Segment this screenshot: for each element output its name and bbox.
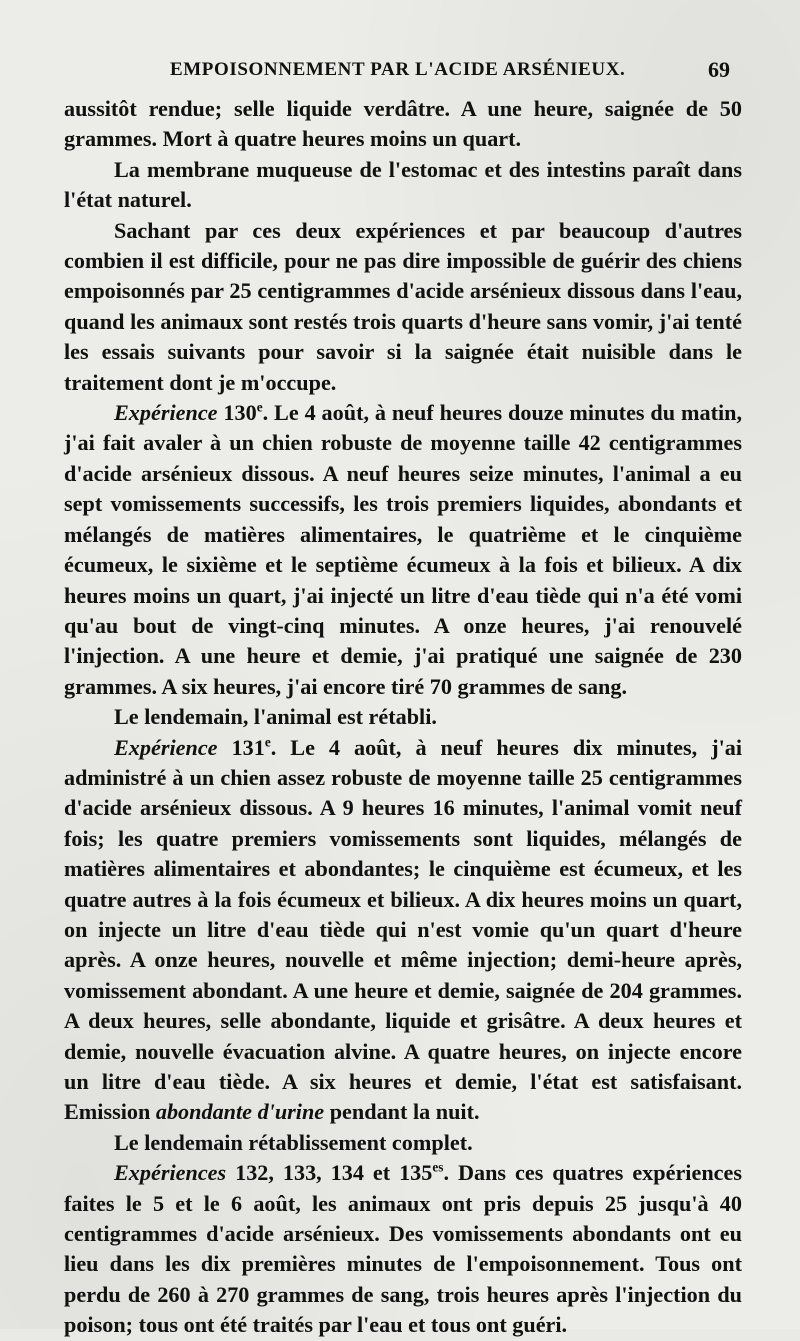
experience-text: . Le 4 août, à neuf heures dix minutes, j'ai administré à un chien assez robuste de moyenne taille 25 centigrammes d'acide arsénieux dissous. A 9 heures 16 minutes, l'animal vomit neuf fois; les quatre premiers vomissements sont liquides, mélangés de matières alimentaires et abondantes; le cinquième est écumeux, et les quatre autres à la fois écumeux et bilieux. A dix heures moins un quart, on injecte un litre d'eau tiède qui n'est vomie qu'un quart d'heure après. A onze heures, nouvelle et même injection; demi-heure après, vomissement abondant. A une heure et demie, saignée de 204 grammes. A deux heures, selle abondante, liquide et grisâtre. A deux heures et demie, nouvelle évacuation alvine. A quatre heures, on injecte encore un litre d'eau tiède. A six heures et demie, l'état est satisfaisant. Emission (64, 734, 743, 1125)
experiences-text: . Dans ces quatres expériences faites le 5 et le 6 août, les animaux ont pris depuis 25 jusqu'à 40 centigrammes d'acide arsénieux. Des vomissements abondants ont eu lieu dans les dix premières minutes de l'empoisonnement. Tous ont perdu de 260 à 270 grammes de sang, trois heures après l'injection du poison; tous ont été traités par l'eau et tous ont guéri. (64, 1160, 742, 1338)
experience-superscript: e (256, 399, 263, 415)
paragraph-5: Le lendemain, l'animal est rétabli. (114, 704, 437, 730)
experience-131-paragraph (64, 733, 742, 1128)
experience-number: 131 (231, 734, 265, 760)
experience-superscript: e (264, 734, 271, 750)
page-number: 69 (708, 57, 730, 82)
paragraph-1: aussitôt rendue; selle liquide verdâtre. A une heure, saignée de 50 grammes. Mort à quatre heures moins un quart. (64, 96, 742, 152)
experience-text-end: pendant la nuit. (324, 1099, 480, 1125)
experiences-label: Expériences (114, 1160, 227, 1186)
experiences-superscript: es (432, 1159, 444, 1175)
text-body (64, 94, 742, 1341)
italic-phrase: abondante d'urine (155, 1099, 325, 1125)
experiences-132-135-paragraph (64, 1158, 742, 1340)
experience-130-paragraph (64, 398, 742, 702)
paragraph-7: Le lendemain rétablissement complet. (114, 1129, 473, 1155)
experience-number: 130 (223, 400, 257, 426)
paragraph-3: Sachant par ces deux expériences et par beaucoup d'autres combien il est difficile, pour ne pas dire impossible de guérir des chiens empoisonnés par 25 centigrammes d'acide arsénieux dissous dans l'eau, quand les animaux sont restés trois quarts d'heure sans vomir, j'ai tenté les essais suivants pour savoir si la saignée était nuisible dans le traitement dont je m'occupe. (64, 217, 742, 395)
experience-label: Expérience (114, 400, 218, 426)
page-header (170, 57, 730, 85)
experiences-numbers: 132, 133, 134 et 135 (226, 1160, 433, 1186)
experience-text: . Le 4 août, à neuf heures douze minutes du matin, j'ai fait avaler à un chien robuste de moyenne taille 42 centigrammes d'acide arsénieux dissous. A neuf heures seize minutes, l'animal a eu sept vomissements successifs, les trois premiers liquides, abondants et mélangés de matières alimentaires, le quatrième et le cinquième écumeux, le sixième et le septième écumeux à la fois et bilieux. A dix heures moins un quart, j'ai injecté un litre d'eau tiède qui n'a été vomi qu'au bout de vingt-cinq minutes. A onze heures, j'ai renouvelé l'injection. A une heure et demie, j'ai pratiqué une saignée de 230 grammes. A six heures, j'ai encore tiré 70 grammes de sang. (64, 400, 743, 699)
paragraph-2: La membrane muqueuse de l'estomac et des intestins paraît dans l'état naturel. (64, 156, 742, 213)
running-title: EMPOISONNEMENT PAR L'ACIDE ARSÉNIEUX. (170, 59, 626, 80)
experience-label: Expérience (114, 734, 218, 760)
